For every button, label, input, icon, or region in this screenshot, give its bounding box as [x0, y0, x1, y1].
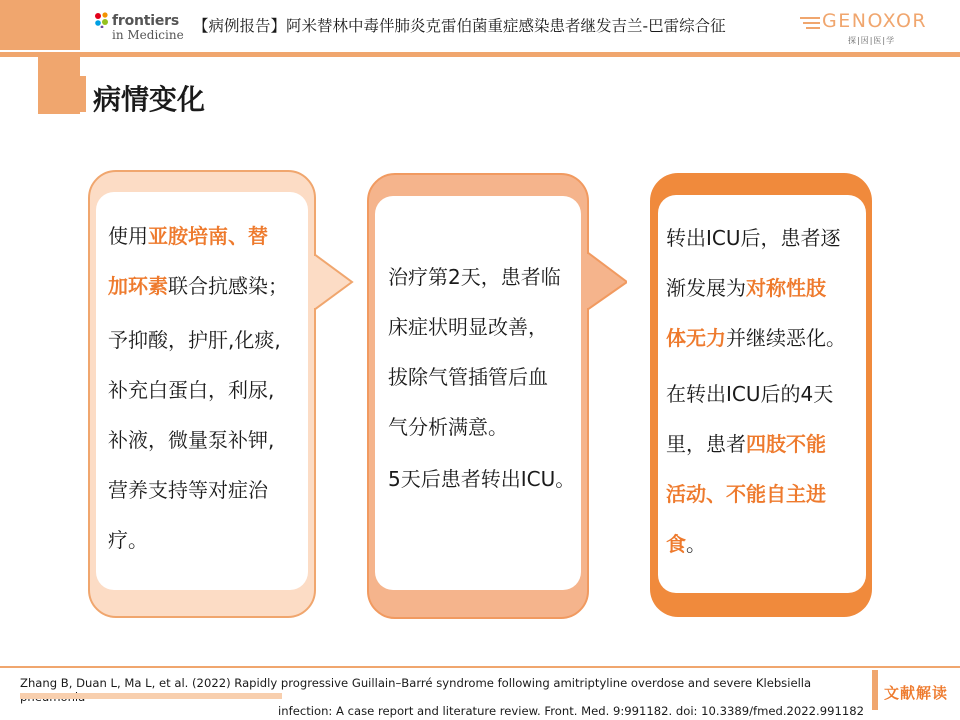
- frontiers-dots-icon: [94, 12, 110, 28]
- card-line: [388, 352, 575, 402]
- genoxor-word: GENOXOR: [822, 10, 928, 32]
- card-text: 营养支持等对症治: [108, 478, 268, 502]
- card2-text: [388, 252, 575, 504]
- genoxor-logo: [800, 10, 940, 46]
- card-line: [108, 415, 288, 465]
- card-text: 治疗第2天，患者临: [388, 265, 561, 289]
- card-text: 使用: [108, 224, 148, 248]
- card-line: [666, 263, 846, 313]
- card-text: 补液，微量泵补钾,: [108, 428, 275, 452]
- card-line: [666, 369, 846, 419]
- header-rule: [0, 52, 960, 57]
- card-line: [108, 465, 288, 515]
- card-highlight: 食: [666, 532, 686, 556]
- footer-rule: [0, 666, 960, 668]
- card-highlight: 活动、不能自主进: [666, 482, 826, 506]
- section-accent-bar: [80, 76, 86, 112]
- header-title: 【病例报告】阿米替林中毒伴肺炎克雷伯菌重症感染患者继发吉兰-巴雷综合征: [193, 17, 726, 35]
- card-text: 气分析满意。: [388, 415, 508, 439]
- card-highlight: 亚胺培南、替: [148, 224, 268, 248]
- frontiers-logo: [94, 8, 194, 44]
- arrow-right-icon: [587, 250, 627, 310]
- card-text: 5天后患者转出ICU。: [388, 467, 576, 491]
- card-text: 里，患者: [666, 432, 746, 456]
- footer-accent-bar: [20, 693, 282, 699]
- card-text: 疗。: [108, 528, 148, 552]
- card-line: [388, 454, 575, 504]
- arrow-right-icon: [314, 252, 354, 312]
- card-highlight: 加环素: [108, 274, 168, 298]
- card-text: 并继续恶化。: [726, 326, 846, 350]
- citation-line2: infection: A case report and literature review. Front. Med. 9:991182. doi: 10.3389/fmed.2022.991182: [278, 704, 864, 718]
- card-text: 床症状明显改善，: [388, 315, 548, 339]
- logo-line2: in Medicine: [112, 28, 184, 42]
- card-highlight: 体无力: [666, 326, 726, 350]
- card-text: 。: [686, 532, 706, 556]
- genoxor-sub: 探|因|医|学: [848, 36, 896, 45]
- header-accent-block: [0, 0, 80, 50]
- card3-text: [666, 213, 846, 569]
- card-text: 在转出ICU后的4天: [666, 382, 834, 406]
- card-line: [108, 211, 288, 261]
- card-text: 联合抗感染；: [168, 274, 288, 298]
- footer-tag: 文献解读: [884, 684, 949, 702]
- card-line: [666, 313, 846, 363]
- card-line: [108, 515, 288, 565]
- header: [0, 0, 960, 48]
- card-highlight: 对称性肢: [746, 276, 826, 300]
- card-text: 补充白蛋白，利尿,: [108, 378, 275, 402]
- card-line: [666, 519, 846, 569]
- card-line: [108, 261, 288, 311]
- card-highlight: 四肢不能: [746, 432, 826, 456]
- card-text: 予抑酸，护肝,化痰,: [108, 328, 281, 352]
- footer-divider: [872, 670, 878, 710]
- card1-text: [108, 211, 288, 565]
- card-text: 渐发展为: [666, 276, 746, 300]
- card-line: [108, 315, 288, 365]
- card-line: [108, 365, 288, 415]
- card-line: [666, 419, 846, 469]
- card-line: [388, 252, 575, 302]
- card-line: [388, 402, 575, 452]
- card-text: 转出ICU后，患者逐: [666, 226, 841, 250]
- genoxor-lines-icon: [800, 14, 822, 32]
- card-line: [666, 469, 846, 519]
- card-line: [388, 302, 575, 352]
- citation-line1: Zhang B, Duan L, Ma L, et al. (2022) Rapidly progressive Guillain–Barré syndrome following amitriptyline overdose and severe Klebsiella: [20, 676, 812, 690]
- section-accent-block: [38, 57, 80, 114]
- card-line: [666, 213, 846, 263]
- card-text: 拔除气管插管后血: [388, 365, 548, 389]
- logo-line1: frontiers: [112, 13, 180, 29]
- section-title: 病情变化: [93, 83, 206, 116]
